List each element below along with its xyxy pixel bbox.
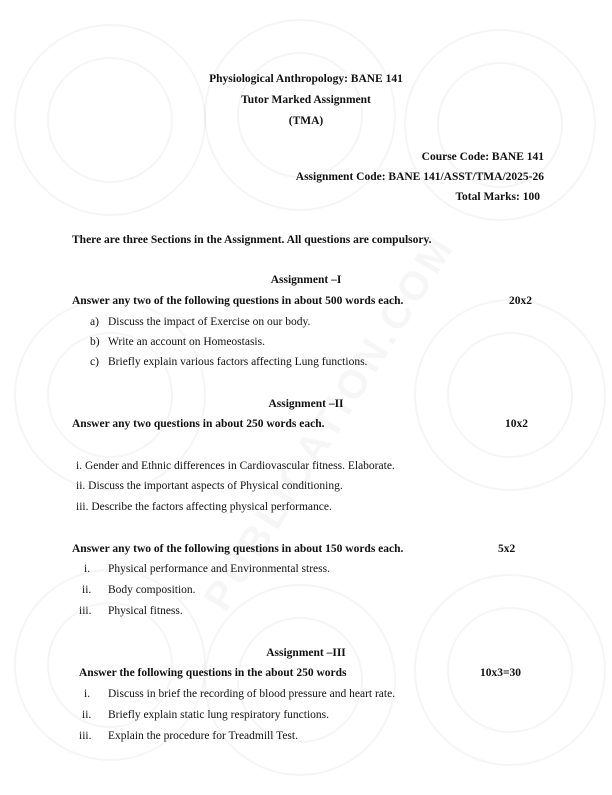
- course-code: Course Code: BANE 141: [421, 151, 544, 163]
- section2-instruction2: Answer any two of the following questions in about 150 words each.: [72, 543, 404, 555]
- section1-q1-text: Discuss the impact of Exercise on our body.: [108, 316, 311, 328]
- section1-heading: Assignment –I: [270, 274, 342, 286]
- section2-marks2: 5x2: [498, 543, 516, 555]
- section3-q2-text: Briefly explain static lung respiratory functions.: [108, 709, 329, 721]
- intro-text: There are three Sections in the Assignment. All questions are compulsory.: [72, 234, 432, 246]
- section2-heading: Assignment –II: [268, 398, 344, 410]
- section1-q1-num: a): [90, 316, 99, 328]
- section3-q3-num: iii.: [79, 730, 92, 742]
- document-subtitle: Tutor Marked Assignment: [241, 94, 371, 106]
- section3-q1-num: i.: [84, 688, 91, 700]
- assignment-code: Assignment Code: BANE 141/ASST/TMA/2025-26: [295, 171, 544, 183]
- section2-sq3-num: iii.: [79, 605, 92, 617]
- section2-marks: 10x2: [505, 418, 528, 430]
- document-title: Physiological Anthropology: BANE 141: [209, 73, 403, 85]
- section1-instruction: Answer any two of the following questions in about 500 words each.: [72, 295, 404, 307]
- section2-instruction: Answer any two questions in about 250 words each.: [72, 418, 325, 430]
- section3-marks: 10x3=30: [480, 667, 522, 679]
- section1-q2-text: Write an account on Homeostasis.: [108, 336, 265, 348]
- section3-heading: Assignment –III: [266, 647, 346, 659]
- section3-instruction: Answer the following questions in the about 250 words: [79, 667, 347, 679]
- section1-q2-num: b): [90, 336, 100, 348]
- section2-q3: iii. Describe the factors affecting physical performance.: [76, 501, 332, 513]
- section1-marks: 20x2: [509, 295, 532, 307]
- section1-q3-text: Briefly explain various factors affecting Lung functions.: [108, 356, 368, 368]
- document-abbr: (TMA): [288, 115, 324, 127]
- section2-sq3-text: Physical fitness.: [108, 605, 183, 617]
- section1-q3-num: c): [90, 356, 99, 368]
- total-marks: Total Marks: 100: [455, 191, 540, 203]
- section2-sq1-num: i.: [84, 563, 91, 575]
- section2-q1: i. Gender and Ethnic differences in Cardiovascular fitness. Elaborate.: [76, 460, 395, 472]
- section3-q3-text: Explain the procedure for Treadmill Test.: [108, 730, 298, 742]
- section3-q1-text: Discuss in brief the recording of blood pressure and heart rate.: [108, 688, 396, 700]
- section2-sq2-num: ii.: [82, 584, 92, 596]
- section2-sq1-text: Physical performance and Environmental stress.: [108, 563, 330, 575]
- section3-q2-num: ii.: [82, 709, 92, 721]
- section2-sq2-text: Body composition.: [108, 584, 196, 596]
- section2-q2: ii. Discuss the important aspects of Physical conditioning.: [76, 480, 343, 492]
